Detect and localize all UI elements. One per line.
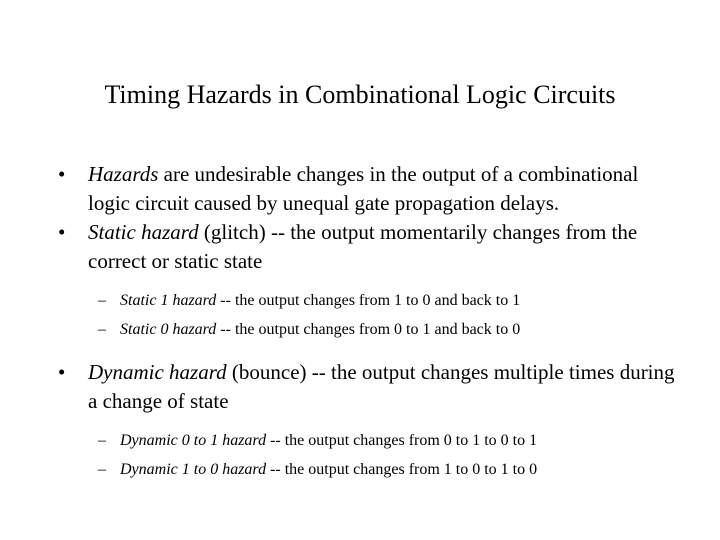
bullet-term: Static hazard bbox=[88, 220, 199, 244]
sub-marker: – bbox=[98, 461, 106, 478]
sub-item-dynamic-0-to-1 bbox=[98, 426, 678, 455]
sub-text: -- the output changes from 0 to 1 to 0 to 1 bbox=[266, 432, 538, 449]
bullet-list bbox=[58, 160, 678, 484]
bullet-static-hazard bbox=[58, 218, 678, 276]
sub-marker: – bbox=[98, 321, 106, 338]
slide-title: Timing Hazards in Combinational Logic Circuits bbox=[104, 80, 616, 109]
sub-term: Static 0 hazard bbox=[120, 321, 217, 338]
sub-term: Dynamic 1 to 0 hazard bbox=[120, 461, 267, 478]
bullet-term: Dynamic hazard bbox=[88, 360, 227, 384]
dynamic-hazard-subitems bbox=[58, 426, 678, 484]
sub-marker: – bbox=[98, 432, 106, 449]
bullet-dynamic-hazard bbox=[58, 358, 678, 416]
static-hazard-subitems bbox=[58, 286, 678, 344]
sub-marker: – bbox=[98, 292, 106, 309]
bullet-marker: • bbox=[58, 162, 66, 186]
bullet-text: (bounce) -- the output changes multiple times during a change of state bbox=[88, 360, 675, 413]
bullet-term: Hazards bbox=[88, 162, 159, 186]
sub-text: -- the output changes from 0 to 1 and back to 0 bbox=[216, 321, 521, 338]
sub-item-static-1 bbox=[98, 286, 678, 315]
sub-item-static-0 bbox=[98, 315, 678, 344]
bullet-text: (glitch) -- the output momentarily changes from the correct or static state bbox=[88, 220, 638, 273]
bullet-text: are undesirable changes in the output of a combinational logic circuit caused by unequal gate propagation delays. bbox=[88, 162, 639, 215]
sub-item-dynamic-1-to-0 bbox=[98, 455, 678, 484]
bullet-hazards bbox=[58, 160, 678, 218]
sub-text: -- the output changes from 1 to 0 and back to 1 bbox=[216, 292, 521, 309]
bullet-marker: • bbox=[58, 220, 66, 244]
sub-text: -- the output changes from 1 to 0 to 1 to 0 bbox=[266, 461, 538, 478]
sub-term: Dynamic 0 to 1 hazard bbox=[120, 432, 267, 449]
sub-term: Static 1 hazard bbox=[120, 292, 217, 309]
bullet-marker: • bbox=[58, 360, 66, 384]
